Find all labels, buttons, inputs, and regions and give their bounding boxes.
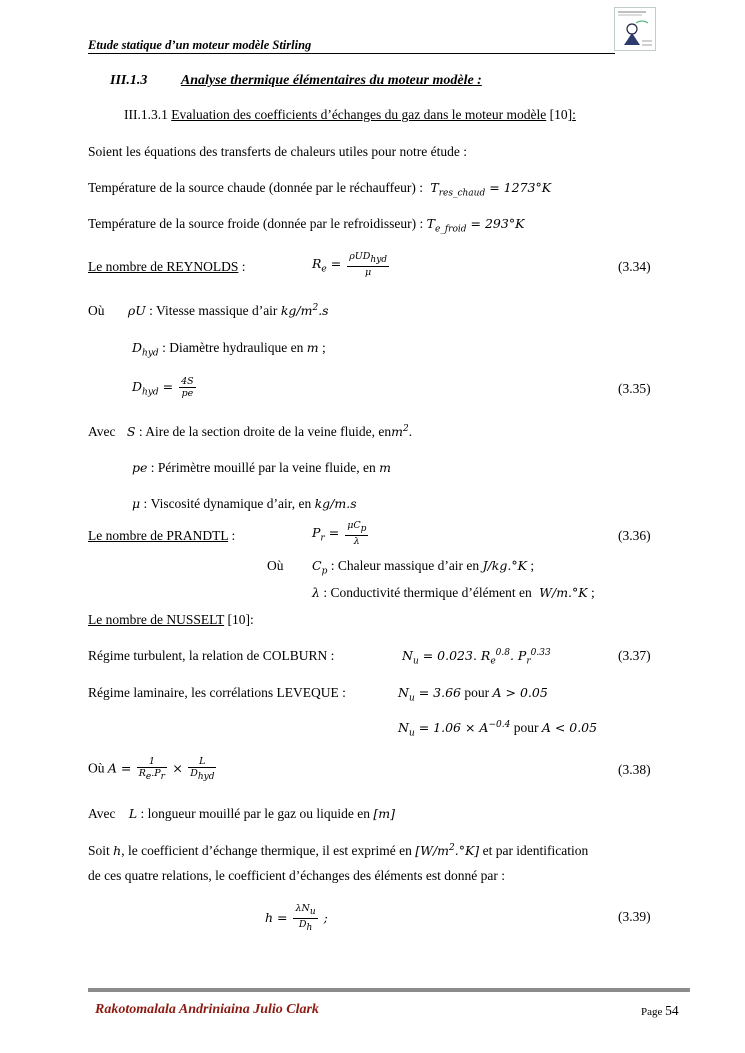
nusselt-ref: [10]: <box>227 612 254 627</box>
h-num-sub: u <box>309 906 316 917</box>
nusselt-heading-line <box>88 612 254 628</box>
eqno-3-34: (3.34) <box>618 259 651 274</box>
reynolds-heading-line <box>88 259 246 275</box>
leveque1-expr: = 3.66 <box>418 685 461 700</box>
hot-source-sub: res_chaud <box>438 188 486 199</box>
rhoU-symbol: ρU <box>127 303 146 319</box>
where-word: Où <box>88 303 105 319</box>
A-prefix: Où <box>88 760 105 776</box>
reynolds-lhs-sub: e <box>321 264 327 275</box>
prandtl-eq-sign: = <box>328 524 340 540</box>
h-den-sub: h <box>306 922 313 933</box>
dhyd-eq-sign: = <box>162 379 174 394</box>
h-num: λN <box>295 903 310 914</box>
reynolds-fraction <box>347 251 389 278</box>
eqno-3-35: (3.35) <box>618 381 651 396</box>
h-tail: ; <box>323 909 328 925</box>
footer-page-number: 54 <box>665 1003 679 1018</box>
cold-source-sub: e_froid <box>435 224 467 235</box>
colburn-equation: $N_u = 0.023$. $R_e^{0.8}$. $P_r^{0.33}$ <box>402 648 551 667</box>
mu-desc: : Viscosité dynamique d’air, en <box>143 496 312 511</box>
university-logo-icon <box>614 7 656 51</box>
h-line1-unit-tail: .°K] <box>454 843 480 859</box>
A-fraction-2: $\frac{L}{D_{hyd}}$ <box>190 756 215 782</box>
lambda-unit: W/m.°K <box>539 585 588 600</box>
header-rule <box>88 53 615 54</box>
prandtl-fraction <box>345 520 368 547</box>
h-para-line-1 <box>88 843 588 859</box>
footer-rule <box>88 988 690 992</box>
cold-source-symbol: T <box>426 216 435 231</box>
rhoU-unit: kg/m <box>280 303 313 319</box>
h-para-line-2: de ces quatre relations, le coefficient d’échanges des éléments est donné par : <box>88 868 505 883</box>
S-tail: . <box>408 424 413 440</box>
L-unit: [m] <box>373 806 395 821</box>
pe-line <box>132 460 391 476</box>
subsection-colon: : <box>572 107 576 122</box>
avec-word: Avec <box>88 424 116 440</box>
prandtl-den: λ <box>353 535 360 547</box>
cp-symbol: C <box>312 558 322 573</box>
hot-source-symbol: T <box>430 180 439 195</box>
prandtl-lhs: P <box>312 524 321 540</box>
dhyd-fraction <box>179 376 196 399</box>
reynolds-num: ρUD <box>349 251 371 262</box>
h-line1-c: et par identification <box>482 843 589 859</box>
subsection-heading <box>124 107 576 123</box>
colburn-expr: = 0.023. R <box>422 648 491 664</box>
leveque1-cond: pour <box>464 685 490 700</box>
lambda-line <box>312 585 595 601</box>
dhyd-eq-den: pe <box>181 388 194 399</box>
pe-symbol: pe <box>132 460 148 475</box>
A-equation <box>88 756 218 783</box>
cp-line <box>312 558 534 577</box>
prandtl-heading-line <box>88 528 235 544</box>
dhyd-eq-num: 4S <box>181 376 194 387</box>
h-fraction <box>293 903 317 934</box>
subsection-title: Evaluation des coefficients d’échanges du gaz dans le moteur modèle <box>171 107 547 122</box>
rhoU-unit-tail: .s <box>318 303 329 319</box>
reynolds-num-sub: hyd <box>370 254 388 265</box>
S-symbol: S <box>126 424 136 440</box>
footer-page-label: Page <box>641 1006 663 1018</box>
dhyd-equation <box>132 376 198 399</box>
mu-symbol: μ <box>132 496 141 511</box>
footer-author: Rakotomalala Andriniaina Julio Clark <box>95 1002 319 1017</box>
prandtl-num: μC <box>347 520 361 531</box>
rhoU-desc: : Vitesse massique d’air <box>149 303 278 319</box>
subsection-number: III.1.3.1 <box>124 107 168 122</box>
prandtl-equation <box>312 520 370 547</box>
footer-page <box>641 1003 679 1019</box>
cp-unit: J/kg.°K <box>482 558 527 573</box>
pe-desc: : Périmètre mouillé par la veine fluide, en <box>150 460 376 475</box>
leveque-eq-2: $N_u = 1.06 \times A^{-0.4}$ pour A < 0.05 <box>398 720 598 739</box>
turbulent-label: Régime turbulent, la relation de COLBURN : <box>88 648 335 663</box>
lambda-desc: : Conductivité thermique d’élément en <box>323 585 532 600</box>
section-number: III.1.3 <box>110 73 148 88</box>
L-avec: Avec <box>88 806 116 821</box>
eqno-3-39: (3.39) <box>618 909 651 924</box>
dhyd-eq-lhs: D <box>132 379 143 394</box>
lambda-symbol: λ <box>312 585 320 600</box>
pe-unit: m <box>379 460 391 475</box>
section-title: Analyse thermique élémentaires du moteur modèle : <box>180 73 482 88</box>
h-equation <box>265 903 328 934</box>
h-line1-unit-sup: 2 <box>449 843 455 853</box>
dhyd-unit: m <box>306 340 319 355</box>
avec-S-line <box>88 424 412 440</box>
cp-tail: ; <box>530 558 535 573</box>
leveque2-cond: pour <box>513 720 539 736</box>
rhoU-unit-sup: 2 <box>312 303 319 313</box>
reynolds-lhs: R <box>312 255 322 271</box>
laminar-label: Régime laminaire, les corrélations LEVEQUE : <box>88 685 346 700</box>
S-unit: m <box>391 424 403 440</box>
section-heading <box>110 73 482 89</box>
leveque2-expr: = 1.06 × A <box>418 720 489 736</box>
nusselt-heading: Le nombre de NUSSELT <box>88 612 225 627</box>
prandtl-where-word: Où <box>267 558 284 573</box>
reynolds-eq-sign: = <box>330 255 342 271</box>
h-line1-unit: [W/m <box>415 843 450 859</box>
cp-sub: p <box>321 566 328 577</box>
prandtl-lhs-sub: r <box>320 533 325 544</box>
prandtl-num-sub: p <box>360 523 367 534</box>
colburn-re-exp: 0.8 <box>495 648 510 658</box>
mu-unit: kg/m.s <box>314 496 357 511</box>
h-den: D <box>298 918 307 930</box>
hot-source-label: Température de la source chaude (donnée par le réchauffeur) : <box>88 180 423 195</box>
h-lhs: h = <box>265 909 288 925</box>
dhyd-symbol: D <box>132 340 143 355</box>
subsection-ref: [10] <box>549 107 573 122</box>
intro-text: Soient les équations des transferts de chaleurs utiles pour notre étude : <box>88 144 468 159</box>
reynolds-den: μ <box>365 266 372 278</box>
eqno-3-37: (3.37) <box>618 648 651 663</box>
prandtl-heading: Le nombre de PRANDTL <box>88 528 229 543</box>
L-desc: : longueur mouillé par le gaz ou liquide en <box>140 806 370 821</box>
eqno-3-38: (3.38) <box>618 762 651 777</box>
colburn-pr-exp: 0.33 <box>530 648 551 658</box>
dhyd-desc-line <box>132 340 326 359</box>
A-num-2: L <box>188 756 216 768</box>
reynolds-colon: : <box>241 259 246 274</box>
dhyd-desc: : Diamètre hydraulique en <box>162 340 304 355</box>
h-line1-a: Soit <box>88 843 110 859</box>
S-desc: : Aire de la section droite de la veine fluide, en <box>138 424 392 440</box>
A-num-1: 1 <box>137 756 167 768</box>
running-header: Etude statique d’un moteur modèle Stirling <box>88 38 312 52</box>
reynolds-equation <box>312 251 391 278</box>
A-times: × <box>172 760 183 776</box>
dhyd-sub: hyd <box>142 348 159 359</box>
prandtl-colon: : <box>231 528 236 543</box>
leveque2-exp: −0.4 <box>488 720 511 730</box>
mu-line <box>132 496 357 512</box>
hot-source-value: = 1273°K <box>489 180 552 195</box>
cp-desc: : Chaleur massique d’air en <box>330 558 480 573</box>
dhyd-eq-lhs-sub: hyd <box>142 387 159 398</box>
cold-source-line <box>88 216 524 235</box>
dhyd-tail: ; <box>322 340 326 355</box>
A-lhs: A = <box>107 760 132 776</box>
leveque-eq-1: $N_u = 3.66$ pour A > 0.05 <box>398 685 548 704</box>
h-line1-sym: h <box>113 843 122 859</box>
S-unit-sup: 2 <box>402 424 409 434</box>
L-symbol: L <box>128 806 138 821</box>
colburn-mid: . P <box>509 648 527 664</box>
reynolds-heading: Le nombre de REYNOLDS <box>88 259 239 274</box>
L-line <box>88 806 395 822</box>
leveque1-cond-expr: A > 0.05 <box>492 685 548 700</box>
eqno-3-36: (3.36) <box>618 528 651 543</box>
lambda-tail: ; <box>591 585 595 600</box>
cold-source-label: Température de la source froide (donnée par le refroidisseur) : <box>88 216 424 231</box>
leveque2-cond-expr: A < 0.05 <box>541 720 598 736</box>
h-line1-b: , le coefficient d’échange thermique, il est exprimé en <box>121 843 412 859</box>
A-fraction-1: $\frac{1}{R_e.P_r}$ <box>138 756 165 782</box>
cold-source-value: = 293°K <box>470 216 525 231</box>
where-rhoU-line <box>88 303 329 319</box>
hot-source-line <box>88 180 551 199</box>
